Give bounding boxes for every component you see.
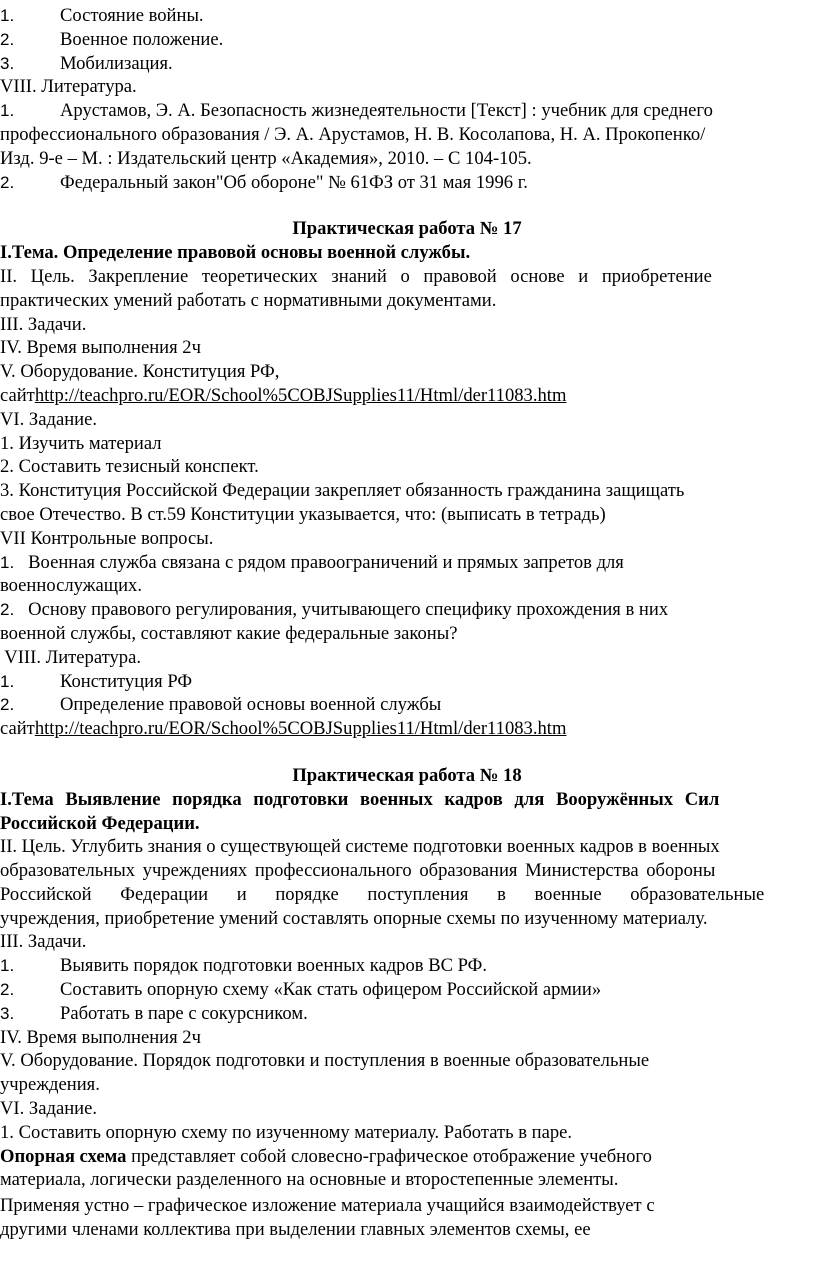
literature-text-cont: Изд. 9-е – М. : Издательский центр «Академия», 2010. – С 104-105. xyxy=(0,147,532,169)
topic: I.Тема. Определение правовой основы военной службы. xyxy=(0,242,471,264)
assignment-item: 3. Конституция Российской Федерации закрепляет обязанность гражданина защищать xyxy=(0,480,685,502)
list-number: 1. xyxy=(0,6,15,25)
task-text: Работать в паре с сокурсником. xyxy=(60,1002,308,1024)
task-text: Составить опорную схему «Как стать офицером Российской армии» xyxy=(60,979,602,1001)
goal-line: практических умений работать с нормативными документами. xyxy=(0,289,497,311)
topic-cont: Российской Федерации. xyxy=(0,812,200,834)
literature-text: Федеральный закон"Об обороне" № 61ФЗ от 31 мая 1996 г. xyxy=(60,171,528,193)
list-item xyxy=(0,4,814,28)
goal-line: II. Цель. Закрепление теоретических знаний о правовой основе и приобретение xyxy=(0,265,712,287)
goal-line: Российской Федерации и порядке поступления в военные образовательные xyxy=(0,883,765,905)
site-line xyxy=(0,717,814,741)
list-number: 2. xyxy=(0,695,15,715)
scheme-text-cont: материала, логически разделенного на основные и второстепенные элементы. xyxy=(0,1169,619,1191)
assignment-item-cont: свое Отечество. В ст.59 Конституции указывается, что: (выписать в тетрадь) xyxy=(0,503,606,525)
questions-heading: VII Контрольные вопросы. xyxy=(0,527,214,549)
goal-line: II. Цель. Углубить знания о существующей системе подготовки военных кадров в военных xyxy=(0,836,720,858)
literature-item xyxy=(0,171,814,195)
list-number: 1. xyxy=(0,956,15,976)
list-number: 2. xyxy=(0,980,15,1000)
section-title: Практическая работа № 17 xyxy=(292,218,522,240)
literature-text: Арустамов, Э. А. Безопасность жизнедеятельности [Текст] : учебник для среднего xyxy=(60,100,713,122)
literature-text: Определение правовой основы военной службы xyxy=(60,694,442,716)
task-text: Выявить порядок подготовки военных кадров ВС РФ. xyxy=(60,955,488,977)
literature-item xyxy=(0,99,814,123)
literature-text: Конституция РФ xyxy=(60,670,193,692)
question-text: Военная служба связана с рядом правоограничений и прямых запретов для xyxy=(28,551,624,573)
site-line xyxy=(0,384,814,408)
list-number: 1. xyxy=(0,101,15,121)
paragraph-line: Применяя устно – графическое изложение материала учащийся взаимодействует с xyxy=(0,1195,655,1217)
time-line: IV. Время выполнения 2ч xyxy=(0,1026,201,1048)
site-prefix: сайт xyxy=(0,384,35,406)
literature-text-cont: профессионального образования / Э. А. Арустамов, Н. В. Косолапова, Н. А. Прокопенко/ xyxy=(0,123,706,145)
literature-heading: VIII. Литература. xyxy=(0,646,141,668)
scheme-definition xyxy=(0,1145,814,1169)
equipment-line-cont: учреждения. xyxy=(0,1074,100,1096)
site-link[interactable]: http://teachpro.ru/EOR/School%5COBJSupplies11/Html/der11083.htm xyxy=(34,384,567,406)
literature-item xyxy=(0,670,814,694)
equipment-line: V. Оборудование. Конституция РФ, xyxy=(0,361,280,383)
goal-line: образовательных учреждениях профессионального образования Министерства обороны xyxy=(0,860,716,882)
scheme-term: Опорная схема xyxy=(0,1145,127,1167)
question-text-cont: военнослужащих. xyxy=(0,575,142,597)
list-text: Военное положение. xyxy=(60,28,224,50)
list-number: 3. xyxy=(0,1003,15,1023)
list-number: 2. xyxy=(0,600,15,620)
section-title: Практическая работа № 18 xyxy=(292,764,522,786)
time-line: IV. Время выполнения 2ч xyxy=(0,337,201,359)
task-item xyxy=(0,1002,814,1026)
paragraph-line: другими членами коллектива при выделении главных элементов схемы, ее xyxy=(0,1219,591,1241)
assignment-item: 2. Составить тезисный конспект. xyxy=(0,456,259,478)
goal-line: учреждения, приобретение умений составлять опорные схемы по изученному материалу. xyxy=(0,907,708,929)
task-item xyxy=(0,978,814,1002)
list-number: 2. xyxy=(0,29,15,49)
question-item xyxy=(0,598,814,622)
equipment-line: V. Оборудование. Порядок подготовки и поступления в военные образовательные xyxy=(0,1050,650,1072)
list-item xyxy=(0,28,814,52)
list-number: 3. xyxy=(0,53,15,73)
site-prefix: сайт xyxy=(0,718,35,740)
question-item xyxy=(0,551,814,575)
list-number: 1. xyxy=(0,671,15,691)
task-item xyxy=(0,954,814,978)
assignment-heading: VI. Задание. xyxy=(0,408,97,430)
list-text: Состояние войны. xyxy=(60,5,204,26)
list-number: 1. xyxy=(0,552,15,572)
literature-item xyxy=(0,693,814,717)
scheme-text: представляет собой словесно-графическое отображение учебного xyxy=(126,1145,652,1167)
assignment-heading: VI. Задание. xyxy=(0,1098,97,1120)
list-text: Мобилизация. xyxy=(60,52,173,74)
site-link[interactable]: http://teachpro.ru/EOR/School%5COBJSupplies11/Html/der11083.htm xyxy=(34,718,567,740)
assignment-item: 1. Изучить материал xyxy=(0,432,162,454)
list-item xyxy=(0,52,814,76)
literature-heading: VIII. Литература. xyxy=(0,76,137,98)
assignment-item: 1. Составить опорную схему по изученному материалу. Работать в паре. xyxy=(0,1121,573,1143)
tasks-heading: III. Задачи. xyxy=(0,931,87,953)
topic: I.Тема Выявление порядка подготовки военных кадров для Вооружённых Сил xyxy=(0,788,720,810)
list-number: 2. xyxy=(0,172,15,192)
tasks-heading: III. Задачи. xyxy=(0,313,87,335)
question-text: Основу правового регулирования, учитывающего специфику прохождения в них xyxy=(28,599,669,621)
question-text-cont: военной службы, составляют какие федеральные законы? xyxy=(0,622,458,644)
